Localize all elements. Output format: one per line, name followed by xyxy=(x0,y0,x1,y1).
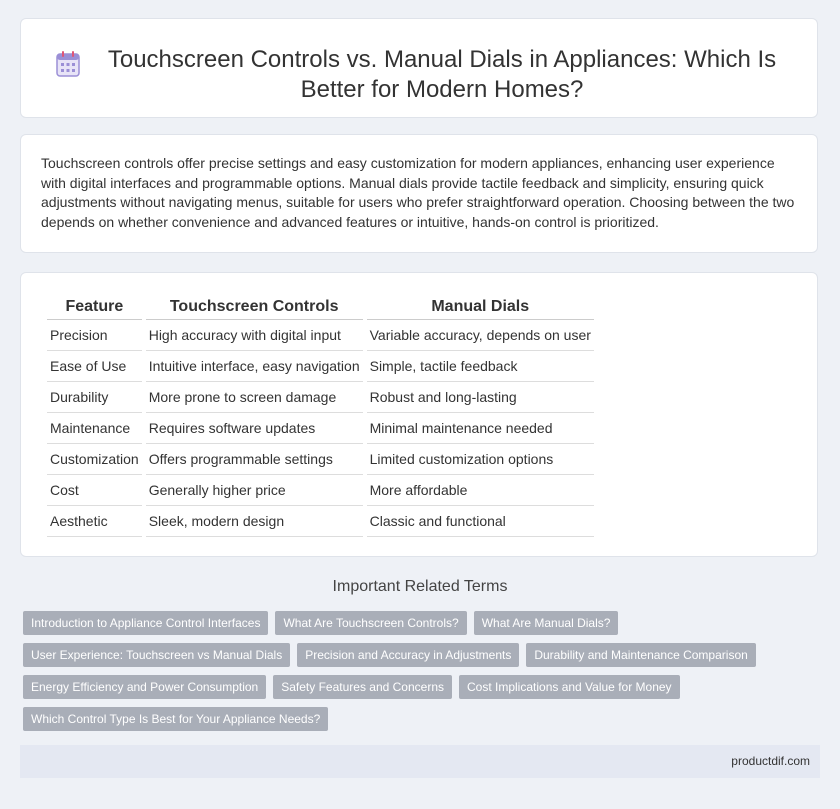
related-term-tag[interactable]: What Are Manual Dials? xyxy=(474,611,619,635)
table-header-row xyxy=(47,295,594,320)
intro-paragraph: Touchscreen controls offer precise settings and easy customization for modern appliances, enhancing user experience with digital interfaces and programmable options. Manual dials provide tactile feedback and simplicity, ensuring quick adjustments without navigating menus, suitable for users who prefer straightforward operation. Choosing between the two depends on whether convenience and advanced features or intuitive, hands-on control is prioritized. xyxy=(41,155,795,230)
related-terms-heading: Important Related Terms xyxy=(332,578,508,595)
cell-manual: More affordable xyxy=(367,475,594,506)
cell-feature: Maintenance xyxy=(47,413,142,444)
intro-card xyxy=(20,134,818,253)
table-row xyxy=(47,382,594,413)
table-row xyxy=(47,320,594,351)
cell-touchscreen: Intuitive interface, easy navigation xyxy=(146,351,363,382)
cell-manual: Simple, tactile feedback xyxy=(367,351,594,382)
cell-feature: Cost xyxy=(47,475,142,506)
cell-manual: Classic and functional xyxy=(367,506,594,537)
table-row xyxy=(47,444,594,475)
cell-touchscreen: Sleek, modern design xyxy=(146,506,363,537)
related-term-tag[interactable]: Cost Implications and Value for Money xyxy=(459,675,680,699)
header-feature: Feature xyxy=(47,295,142,320)
cell-touchscreen: More prone to screen damage xyxy=(146,382,363,413)
cell-manual: Limited customization options xyxy=(367,444,594,475)
page-title: Touchscreen Controls vs. Manual Dials in Appliances: Which Is Better for Modern Homes? xyxy=(107,46,777,103)
cell-touchscreen: High accuracy with digital input xyxy=(146,320,363,351)
cell-touchscreen: Generally higher price xyxy=(146,475,363,506)
calendar-icon xyxy=(56,51,80,77)
related-term-tag[interactable]: Energy Efficiency and Power Consumption xyxy=(23,675,266,699)
table-row xyxy=(47,413,594,444)
cell-manual: Variable accuracy, depends on user xyxy=(367,320,594,351)
related-term-tag[interactable]: Safety Features and Concerns xyxy=(273,675,452,699)
header-manual: Manual Dials xyxy=(367,295,594,320)
footer-site-link[interactable]: productdif.com xyxy=(731,754,810,768)
table-row xyxy=(47,351,594,382)
title-card xyxy=(20,18,818,118)
comparison-table-card xyxy=(20,272,818,557)
related-term-tag[interactable]: What Are Touchscreen Controls? xyxy=(275,611,466,635)
cell-touchscreen: Offers programmable settings xyxy=(146,444,363,475)
cell-manual: Minimal maintenance needed xyxy=(367,413,594,444)
related-term-tag[interactable]: Introduction to Appliance Control Interfaces xyxy=(23,611,268,635)
related-term-tag[interactable]: Durability and Maintenance Comparison xyxy=(526,643,755,667)
table-row xyxy=(47,506,594,537)
cell-manual: Robust and long-lasting xyxy=(367,382,594,413)
footer xyxy=(20,745,820,778)
related-terms-list xyxy=(23,611,803,739)
related-term-tag[interactable]: User Experience: Touchscreen vs Manual Dials xyxy=(23,643,290,667)
related-term-tag[interactable]: Which Control Type Is Best for Your Appliance Needs? xyxy=(23,707,328,731)
cell-feature: Precision xyxy=(47,320,142,351)
cell-feature: Durability xyxy=(47,382,142,413)
header-touchscreen: Touchscreen Controls xyxy=(146,295,363,320)
related-term-tag[interactable]: Precision and Accuracy in Adjustments xyxy=(297,643,519,667)
table-row xyxy=(47,475,594,506)
comparison-table xyxy=(43,295,598,537)
cell-feature: Ease of Use xyxy=(47,351,142,382)
cell-touchscreen: Requires software updates xyxy=(146,413,363,444)
cell-feature: Customization xyxy=(47,444,142,475)
cell-feature: Aesthetic xyxy=(47,506,142,537)
